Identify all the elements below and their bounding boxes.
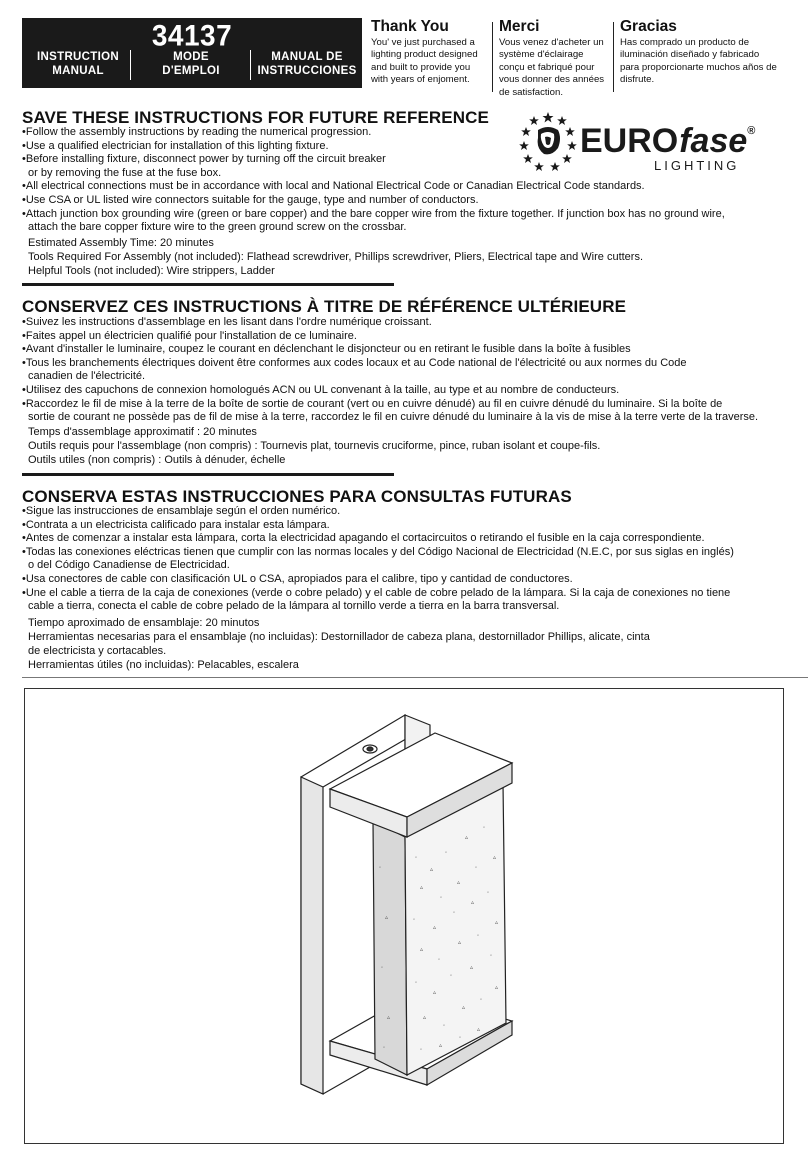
thanks-line: conçu et fabriqué pour: [499, 61, 595, 73]
svg-text:▵: ▵: [433, 990, 437, 996]
bullet-item: •Use a qualified electrician for installation of this lighting fixture.: [22, 139, 329, 152]
bullet-item: •Raccordez le fil de mise à la terre de la boîte de sortie de courant (vert ou en cuivre dénudé) au fil en cuivre dénudé du luminaire. Si la boîte de: [22, 397, 723, 410]
bullet-item: •Avant d'installer le luminaire, coupez le courant en déclenchant le disjoncteur ou en retirant le fusible dans la boîte à fusibles: [22, 343, 631, 356]
bullet-item: •Antes de comenzar a instalar esta lámpara, corta la electricidad apagando el cortacircuitos o retirando el fusible en la caja correspondiente.: [22, 532, 705, 545]
bullet-item: or by removing the fuse at the fuse box.: [28, 166, 222, 179]
model-number: 34137: [151, 19, 233, 52]
bullet-item: •Usa conectores de cable con clasificación UL o CSA, apropiados para el calibre, tipo y cantidad de conductores.: [22, 572, 573, 585]
svg-text:▵: ▵: [458, 940, 462, 946]
thanks-line: lighting product designed: [371, 49, 478, 61]
svg-text:▵: ▵: [470, 965, 474, 971]
svg-text:▵: ▵: [477, 1027, 481, 1033]
bullet-item: o del Código Canadiense de Electricidad.: [28, 559, 230, 572]
svg-text:▵: ▵: [420, 947, 424, 953]
thanks-english: [371, 18, 491, 87]
title-english-line-1: INSTRUCTION: [37, 51, 119, 63]
svg-text:◦: ◦: [483, 825, 486, 831]
title-spanish-line-2: INSTRUCCIONES: [257, 65, 357, 77]
svg-text:▵: ▵: [465, 835, 469, 841]
title-spanish: [252, 50, 362, 78]
svg-text:◦: ◦: [490, 953, 493, 959]
bullet-item: •All electrical connections must be in accordance with local and National Electrical Code or Canadian Electrical Code standards.: [22, 180, 645, 193]
thanks-heading: Gracias: [620, 18, 677, 35]
banner-divider: [250, 50, 251, 80]
fixture-illustration-frame: [24, 688, 784, 1144]
svg-text:◦: ◦: [459, 1035, 462, 1041]
bullet-item: canadien de l'électricité.: [28, 370, 146, 383]
page-divider: [22, 677, 808, 678]
section-divider: [22, 473, 394, 476]
svg-text:◦: ◦: [415, 855, 418, 861]
logo-lighting: LIGHTING: [654, 158, 740, 173]
svg-text:▵: ▵: [420, 885, 424, 891]
svg-text:◦: ◦: [438, 957, 441, 963]
svg-text:◦: ◦: [480, 997, 483, 1003]
title-english: [26, 50, 130, 78]
bullet-item: sortie de courant ne possède pas de fil de mise à la terre, raccordez le fil en cuivre dénudé du luminaire à la vis de mise à la terre verte de la traverse.: [28, 411, 759, 424]
svg-text:◦: ◦: [440, 895, 443, 901]
tools-helpful-spanish: Herramientas útiles (no incluidas): Pelacables, escalera: [28, 659, 299, 671]
svg-text:▵: ▵: [457, 880, 461, 886]
thanks-line: para proporcionarte muchos años de: [620, 61, 777, 73]
svg-text:◦: ◦: [420, 1047, 423, 1053]
thanks-line: You' ve just purchased a: [371, 37, 475, 48]
svg-text:▵: ▵: [387, 1015, 391, 1021]
tools-required-english: Tools Required For Assembly (not included): Flathead screwdriver, Phillips screwdriver, Pliers, Electrical tape and Wire cutters.: [28, 251, 644, 263]
thanks-heading: Merci: [499, 18, 540, 35]
bullet-item: •Suivez les instructions d'assemblage en les lisant dans l'ordre numérique croissant.: [22, 316, 432, 328]
assembly-time-french: Temps d'assemblage approximatif : 20 minutes: [28, 426, 257, 438]
bullet-item: •Utilisez des capuchons de connexion homologués ACN ou UL convenant à la taille, au type et au nombre de conducteurs.: [22, 383, 620, 396]
thanks-line: vous donner des années: [499, 74, 605, 86]
thanks-divider: [492, 22, 493, 92]
tools-helpful-english: Helpful Tools (not included): Wire strippers, Ladder: [28, 265, 275, 277]
bullet-item: •Une el cable a tierra de la caja de conexiones (verde o cobre pelado) y el cable de cobre pelado de la lámpara. Si la caja de conexiones no tiene: [22, 586, 731, 599]
thanks-line: and built to provide you: [371, 61, 471, 73]
title-french-line-2: D'EMPLOI: [162, 65, 220, 77]
svg-text:◦: ◦: [443, 1023, 446, 1029]
bullet-item: •Follow the assembly instructions by reading the numerical progression.: [22, 126, 372, 138]
bullet-item: •Contrata a un electricista calificado para instalar esta lámpara.: [22, 518, 330, 531]
bullet-item: cable a tierra, conecta el cable de cobre pelado de la lámpara al tornillo verde a tierra en la barra transversal.: [28, 600, 560, 613]
thanks-divider: [613, 22, 614, 92]
logo-fase: fase: [679, 122, 748, 160]
svg-text:◦: ◦: [445, 850, 448, 856]
thanks-french: [499, 18, 614, 99]
svg-text:▵: ▵: [385, 915, 389, 921]
svg-text:◦: ◦: [475, 865, 478, 871]
banner-divider: [130, 50, 131, 80]
svg-text:▵: ▵: [423, 1015, 427, 1021]
bullet-item: •Use CSA or UL listed wire connectors suitable for the gauge, type and number of conductors.: [22, 193, 479, 206]
svg-text:▵: ▵: [439, 1043, 443, 1049]
bullets-english: [22, 126, 802, 235]
thanks-line: Has comprado un producto de: [620, 37, 750, 48]
assembly-time-spanish: Tiempo aproximado de ensamblaje: 20 minutos: [28, 617, 260, 629]
bullet-item: •Tous les branchements électriques doivent être conformes aux codes locaux et au Code national de l'électricité ou aux normes du Code: [22, 356, 687, 369]
tools-helpful-french: Outils utiles (non compris) : Outils à dénuder, échelle: [28, 454, 286, 466]
svg-text:◦: ◦: [450, 973, 453, 979]
section-title-english: SAVE THESE INSTRUCTIONS FOR FUTURE REFERENCE: [22, 108, 489, 127]
title-spanish-line-1: MANUAL DE: [271, 51, 343, 63]
bullets-spanish: [22, 505, 802, 614]
svg-text:▵: ▵: [495, 985, 499, 991]
bullet-item: •Attach junction box grounding wire (green or bare copper) and the bare copper wire from the fixture together. If junction box has no ground wire,: [22, 207, 725, 220]
svg-text:◦: ◦: [487, 890, 490, 896]
bullet-item: •Before installing fixture, disconnect power by turning off the circuit breaker: [22, 153, 386, 166]
thanks-line: Vous venez d'acheter un: [499, 37, 604, 48]
wall-sconce-illustration: [25, 689, 782, 1142]
tools-required-spanish: Herramientas necesarias para el ensamblaje (no incluidas): Destornillador de cabeza plana, destornillador Phillips, alicate, cinta: [28, 631, 650, 643]
logo-registered: ®: [747, 125, 756, 137]
svg-text:▵: ▵: [495, 920, 499, 926]
bullet-item: attach the bare copper fixture wire to the green ground screw on the crossbar.: [28, 221, 407, 234]
bullet-item: •Faites appel un électricien qualifié pour l'installation de ce luminaire.: [22, 329, 357, 342]
svg-text:◦: ◦: [477, 933, 480, 939]
svg-text:◦: ◦: [379, 865, 382, 871]
section-title-french: CONSERVEZ CES INSTRUCTIONS À TITRE DE RÉFÉRENCE ULTÉRIEURE: [22, 297, 627, 316]
thanks-line: disfrute.: [620, 74, 655, 86]
tools-required-french: Outils requis pour l'assemblage (non compris) : Tournevis plat, tournevis cruciforme, pince, ruban isolant et coupe-fils.: [28, 440, 601, 452]
svg-text:◦: ◦: [453, 910, 456, 916]
thanks-heading: Thank You: [371, 18, 449, 35]
svg-text:◦: ◦: [415, 980, 418, 986]
svg-text:▵: ▵: [462, 1005, 466, 1011]
svg-text:▵: ▵: [430, 867, 434, 873]
thanks-spanish: [620, 18, 800, 87]
svg-text:▵: ▵: [493, 855, 497, 861]
tools-required-spanish-cont: de electricista y cortacables.: [28, 645, 167, 657]
thanks-line: with years of enjoment.: [371, 74, 470, 86]
assembly-time-english: Estimated Assembly Time: 20 minutes: [28, 237, 214, 249]
bullet-item: •Todas las conexiones eléctricas tienen que cumplir con las normas locales y del Código Nacional de Electricidad (N.E.C, por sus siglas en inglés): [22, 545, 734, 558]
svg-text:◦: ◦: [413, 917, 416, 923]
bullet-item: •Sigue las instrucciones de ensamblaje según el orden numérico.: [22, 505, 341, 517]
svg-text:◦: ◦: [383, 1045, 386, 1051]
section-title-spanish: CONSERVA ESTAS INSTRUCCIONES PARA CONSULTAS FUTURAS: [22, 487, 572, 506]
thanks-line: iluminación diseñado y fabricado: [620, 49, 760, 61]
svg-text:▵: ▵: [471, 900, 475, 906]
title-french-line-1: MODE: [173, 51, 209, 63]
header-banner: [22, 18, 362, 88]
logo-euro: EURO: [580, 122, 679, 160]
svg-text:◦: ◦: [381, 965, 384, 971]
thanks-line: système d'éclairage: [499, 49, 584, 61]
title-english-line-2: MANUAL: [52, 65, 104, 77]
title-french: [132, 50, 250, 78]
section-divider: [22, 283, 394, 286]
bullets-french: [22, 316, 802, 425]
thanks-line: de satisfaction.: [499, 86, 563, 98]
svg-text:▵: ▵: [433, 925, 437, 931]
